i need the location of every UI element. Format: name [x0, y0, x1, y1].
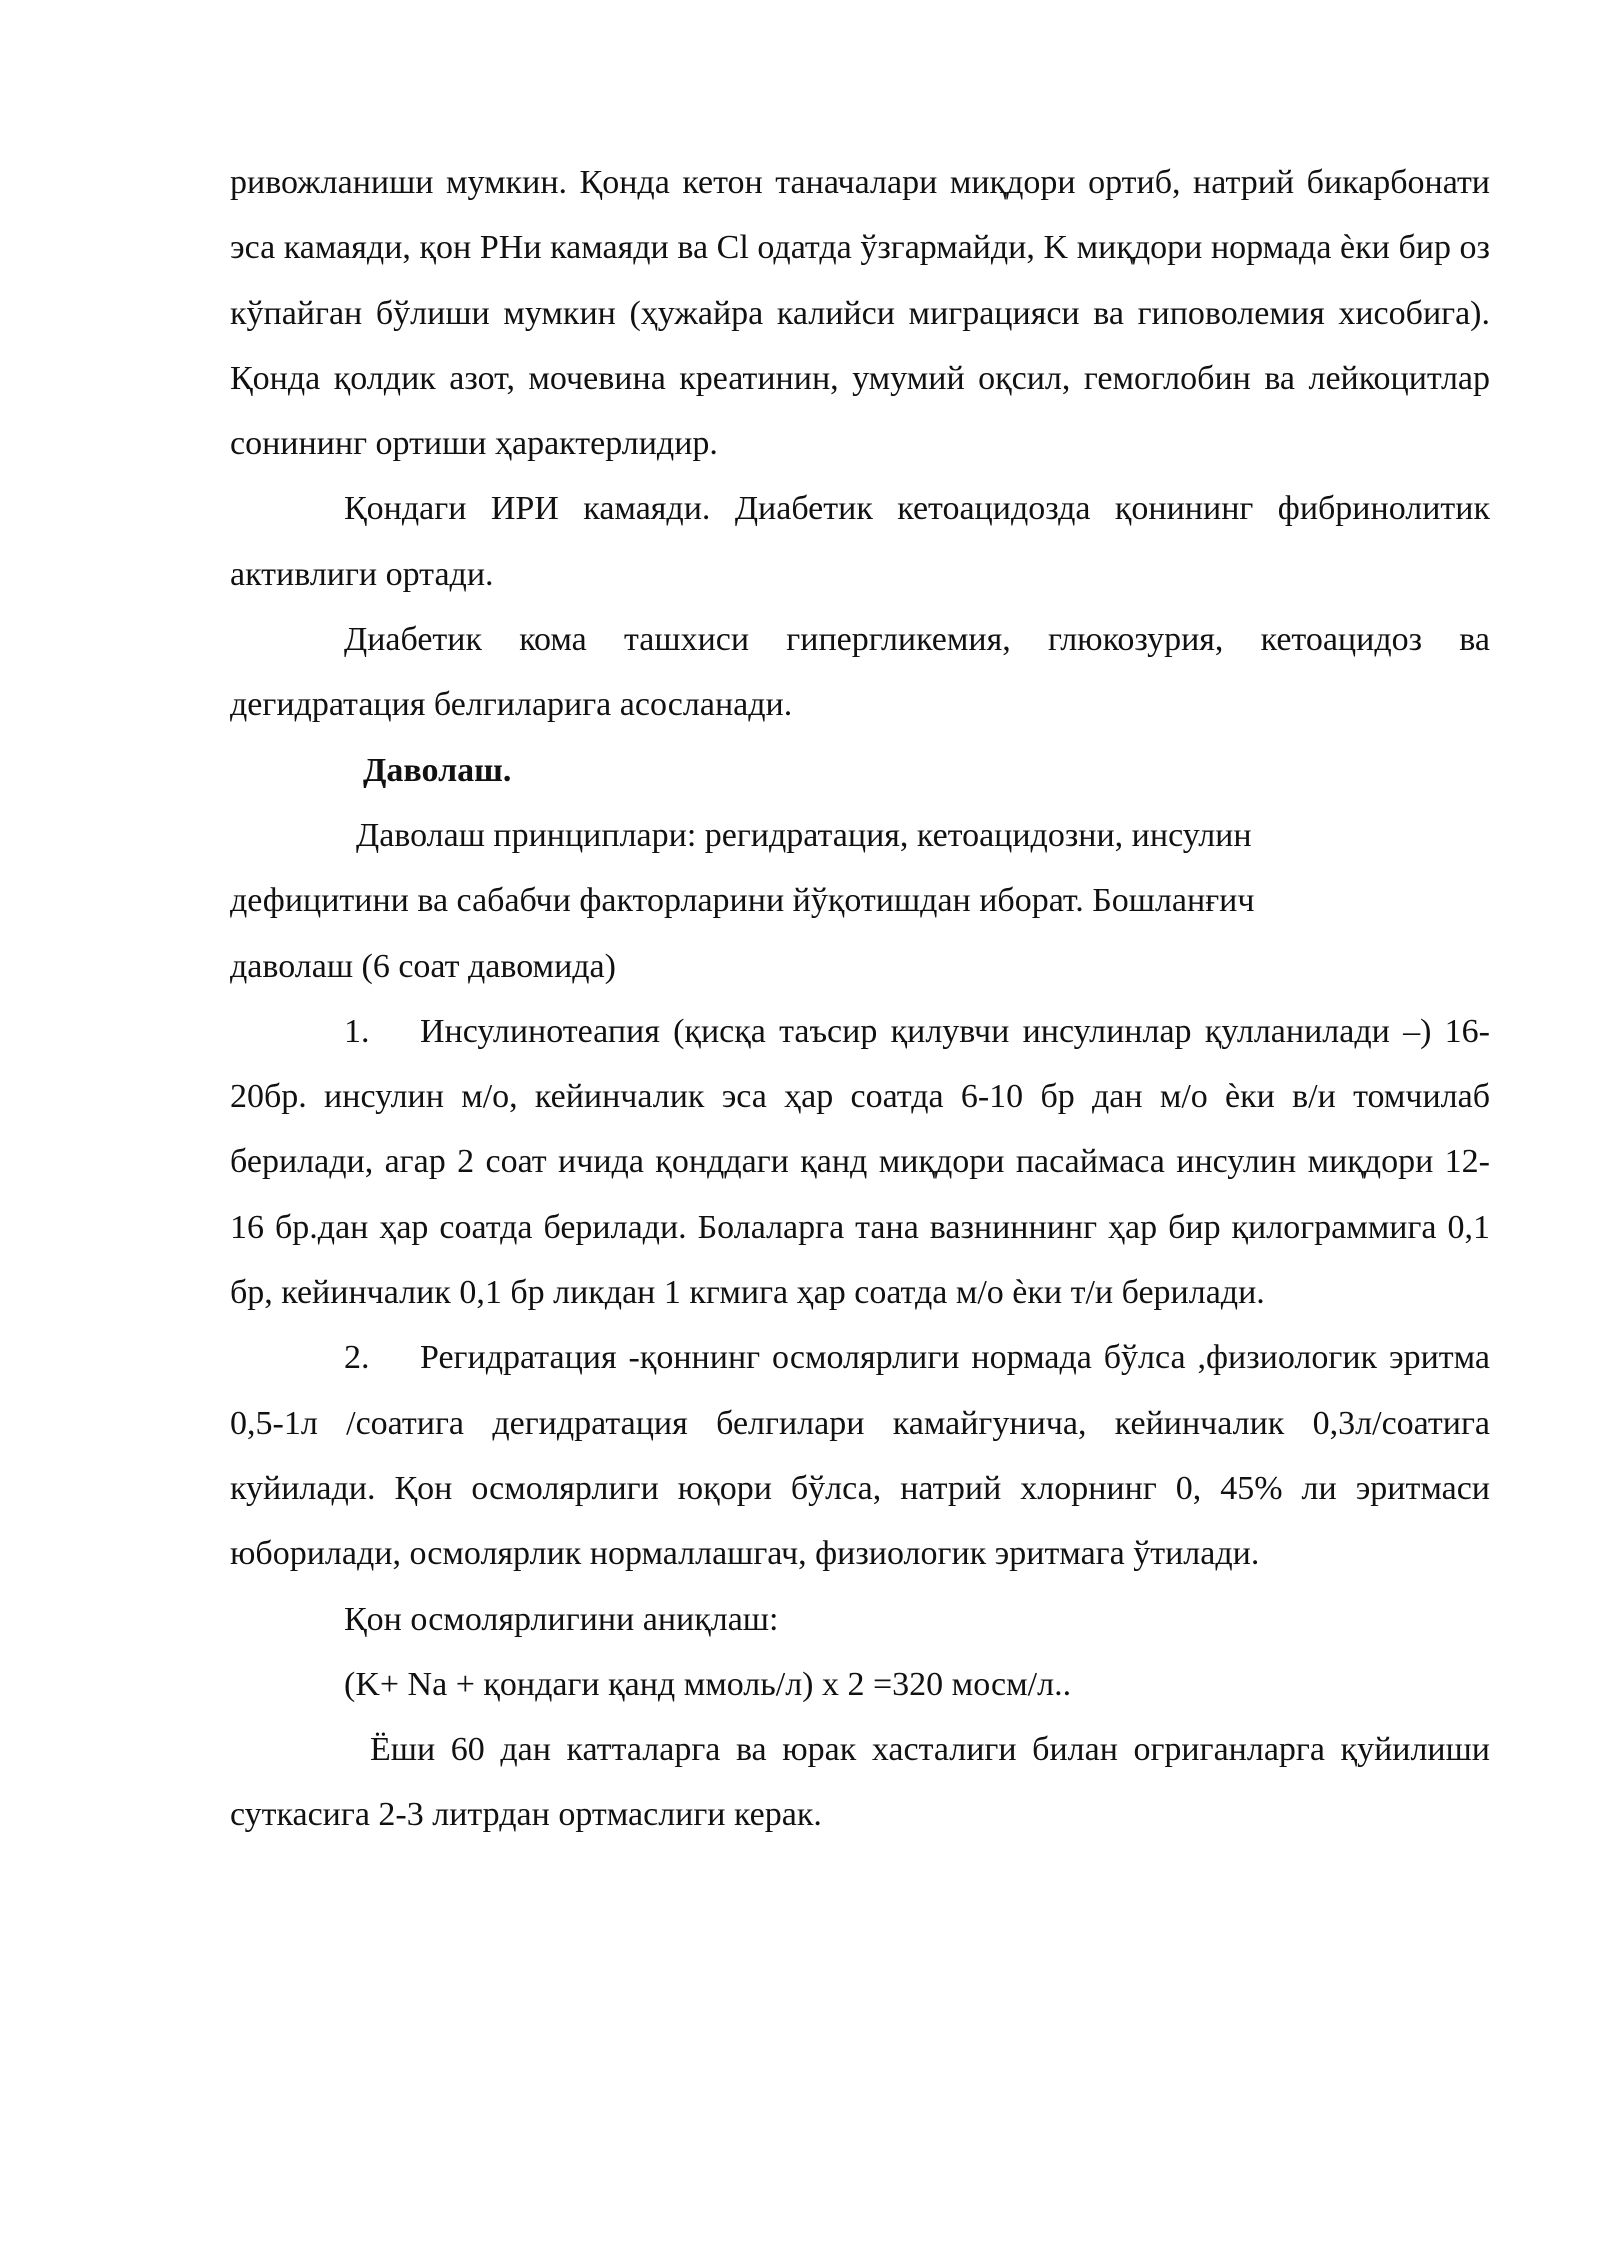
document-page — [230, 150, 1490, 1848]
list-item-text: Инсулинотеапия (қисқа таъсир қилувчи инсулинлар қулланилади –) 16-20бр. инсулин м/о, кейинчалик эса ҳар соатда 6-10 бр дан м/о ѐки в/и томчилаб берилади, агар 2 соат ичида қонддаги қанд миқдори пасаймаса инсулин миқдори 12-16 бр.дан ҳар соатда берилади. Болаларга тана вазниннинг ҳар бир қилограммига 0,1 бр, кейинчалик 0,1 бр ликдан 1 кгмига ҳар соатда м/о ѐки т/и берилади. — [230, 1012, 1490, 1312]
paragraph-iri: Қондаги ИРИ камаяди. Диабетик кетоацидозда қонининг фибринолитик активлиги ортади. — [230, 490, 1490, 593]
section-heading-treatment: Даволаш. — [363, 751, 512, 789]
paragraph-treatment-principles-line2: дефицитини ва сабабчи факторларини йўқотишдан иборат. Бошланғич — [230, 882, 1255, 920]
paragraph-diagnosis: Диабетик кома ташхиси гипергликемия, глюкозурия, кетоацидоз ва дегидратация белгиларига асосланади. — [230, 621, 1490, 724]
list-item-rehydration — [230, 1325, 1490, 1586]
list-number: 1. — [344, 1012, 370, 1050]
paragraph-treatment-principles-line3: даволаш (6 соат давомида) — [230, 947, 616, 985]
list-number: 2. — [344, 1339, 370, 1377]
paragraph-elderly-limit: Ёши 60 дан катталарга ва юрак хасталиги билан огриганларга қуйилиши суткасига 2-3 литрдан ортмаслиги керак. — [230, 1731, 1490, 1834]
paragraph-lab-findings: ривожланиши мумкин. Қонда кетон таначалари миқдори ортиб, натрий бикарбонати эса камаяди, қон РНи камаяди ва Cl одатда ўзгармайди, K миқдори нормада ѐки бир оз кўпайган бўлиши мумкин (ҳужайра калийси миграцияси ва гиповолемия хисобига). Қонда қолдик азот, мочевина креатинин, умумий оқсил, гемоглобин ва лейкоцитлар сонининг ортиши ҳарактерлидир. — [230, 164, 1490, 463]
paragraph-osmolarity-title: Қон осмолярлигини аниқлаш: — [344, 1600, 779, 1638]
list-item-text: Регидратация -қоннинг осмолярлиги нормада бўлса ,физиологик эритма 0,5-1л /соатига дегидратация белгилари камайгунича, кейинчалик 0,3л/соатига куйилади. Қон осмолярлиги юқори бўлса, натрий хлорнинг 0, 45% ли эритмаси юборилади, осмолярлик нормаллашгач, физиологик эритмага ўтилади. — [230, 1339, 1490, 1573]
osmolarity-formula: (K+ Na + қондаги қанд ммоль/л) х 2 =320 мосм/л.. — [344, 1665, 1072, 1703]
list-item-insulin-therapy — [230, 999, 1490, 1325]
paragraph-treatment-principles-line1: Даволаш принциплари: регидратация, кетоацидозни, инсулин — [356, 816, 1252, 854]
